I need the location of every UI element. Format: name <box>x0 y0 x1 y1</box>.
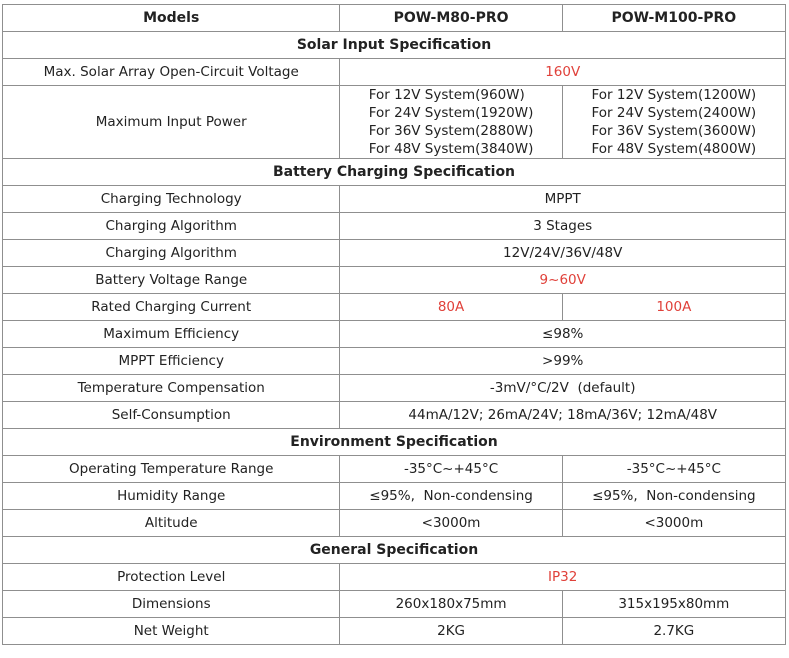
table-row <box>3 59 786 86</box>
row-label: Rated Charging Current <box>3 294 340 321</box>
row-label: Max. Solar Array Open-Circuit Voltage <box>3 59 340 86</box>
multiline-values <box>592 86 757 158</box>
header-pow-m80-pro: POW-M80-PRO <box>340 5 562 32</box>
row-label: Dimensions <box>3 591 340 618</box>
table-row <box>3 456 786 483</box>
row-label: Charging Technology <box>3 186 340 213</box>
row-label: Maximum Efficiency <box>3 321 340 348</box>
table-row <box>3 240 786 267</box>
table-row <box>3 591 786 618</box>
row-value-b: <3000m <box>562 510 785 537</box>
multiline-values <box>369 86 534 158</box>
row-label: Self-Consumption <box>3 402 340 429</box>
row-label: Protection Level <box>3 564 340 591</box>
row-value-a: 260x180x75mm <box>340 591 562 618</box>
header-models: Models <box>3 5 340 32</box>
section-row-environment <box>3 429 786 456</box>
table-row <box>3 375 786 402</box>
row-label: Charging Algorithm <box>3 240 340 267</box>
row-label: Humidity Range <box>3 483 340 510</box>
table-row <box>3 402 786 429</box>
row-value-b: 2.7KG <box>562 618 785 645</box>
row-label: Temperature Compensation <box>3 375 340 402</box>
line: For 12V System(1200W) <box>591 87 757 103</box>
row-label: Maximum Input Power <box>3 86 340 159</box>
row-value-b: ≤95%, Non-condensing <box>562 483 785 510</box>
row-value-a: -35°C~+45°C <box>340 456 562 483</box>
row-label: Charging Algorithm <box>3 213 340 240</box>
row-value-a: 2KG <box>340 618 562 645</box>
line: For 24V System(1920W) <box>368 105 534 121</box>
section-row-battery <box>3 159 786 186</box>
table-row <box>3 86 786 159</box>
row-value: >99% <box>340 348 786 375</box>
table-row <box>3 267 786 294</box>
table-row <box>3 618 786 645</box>
table-row <box>3 510 786 537</box>
line: For 36V System(3600W) <box>591 123 757 139</box>
section-row-general <box>3 537 786 564</box>
table-row <box>3 294 786 321</box>
row-value-a: <3000m <box>340 510 562 537</box>
row-value-a <box>340 86 562 159</box>
row-value-b: -35°C~+45°C <box>562 456 785 483</box>
row-value-b: 100A <box>562 294 785 321</box>
row-value-a: 80A <box>340 294 562 321</box>
table-row <box>3 483 786 510</box>
line: For 48V System(3840W) <box>368 141 534 157</box>
row-value: MPPT <box>340 186 786 213</box>
row-label: Battery Voltage Range <box>3 267 340 294</box>
table-row <box>3 213 786 240</box>
header-row <box>3 5 786 32</box>
row-value: 12V/24V/36V/48V <box>340 240 786 267</box>
row-value: ≤98% <box>340 321 786 348</box>
row-value: IP32 <box>340 564 786 591</box>
table-row <box>3 348 786 375</box>
line: For 36V System(2880W) <box>368 123 534 139</box>
section-solar-input: Solar Input Specification <box>3 32 786 59</box>
row-value: 44mA/12V; 26mA/24V; 18mA/36V; 12mA/48V <box>340 402 786 429</box>
section-general: General Specification <box>3 537 786 564</box>
table-row <box>3 321 786 348</box>
row-label: Net Weight <box>3 618 340 645</box>
section-battery-charging: Battery Charging Specification <box>3 159 786 186</box>
row-value-b: 315x195x80mm <box>562 591 785 618</box>
row-value: -3mV/°C/2V (default) <box>340 375 786 402</box>
section-row-solar <box>3 32 786 59</box>
table-row <box>3 564 786 591</box>
table-row <box>3 186 786 213</box>
line: For 48V System(4800W) <box>591 141 757 157</box>
row-value: 9~60V <box>340 267 786 294</box>
line: For 12V System(960W) <box>368 87 525 103</box>
spec-table <box>2 4 786 645</box>
line: For 24V System(2400W) <box>591 105 757 121</box>
row-value-b <box>562 86 785 159</box>
row-label: Altitude <box>3 510 340 537</box>
row-value-a: ≤95%, Non-condensing <box>340 483 562 510</box>
section-environment: Environment Specification <box>3 429 786 456</box>
row-value: 160V <box>340 59 786 86</box>
header-pow-m100-pro: POW-M100-PRO <box>562 5 785 32</box>
row-label: Operating Temperature Range <box>3 456 340 483</box>
row-value: 3 Stages <box>340 213 786 240</box>
row-label: MPPT Efficiency <box>3 348 340 375</box>
